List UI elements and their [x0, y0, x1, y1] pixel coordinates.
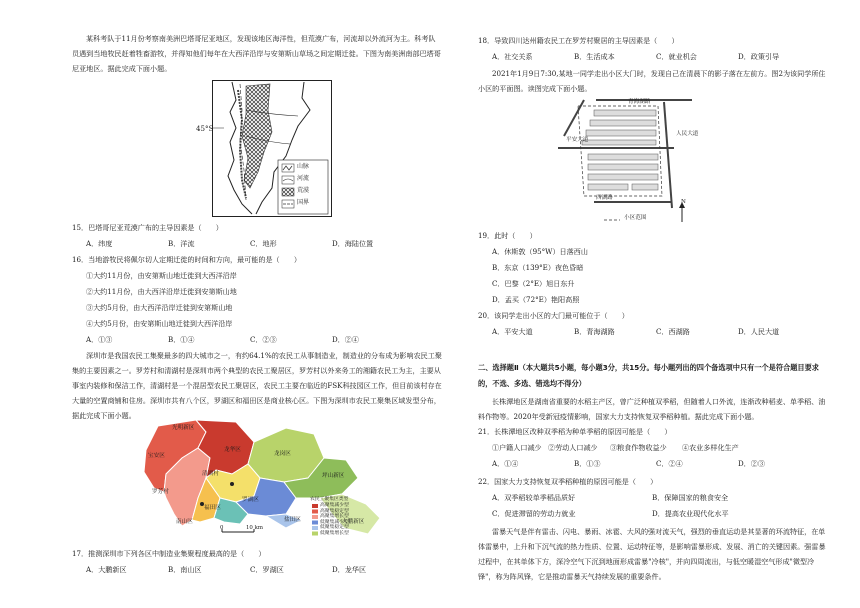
legend-item-3: 高聚集增长型 [320, 514, 349, 519]
question-20 [478, 308, 830, 340]
q21-item-3: ③粮食作物收益少 [610, 443, 667, 452]
q17-stem: 17．推测深圳市下列各区中制造业集聚程度最高的是（ ） [72, 549, 266, 558]
question-19 [478, 228, 830, 308]
q22-option-b[interactable]: B．保障国家的粮食安全 [652, 493, 729, 502]
q17-option-b[interactable]: B．南山区 [168, 565, 202, 574]
legend-border: 国界 [297, 199, 310, 206]
q15-option-d[interactable]: D．海陆位置 [332, 239, 374, 248]
q22-stem: 22．国家大力支持恢复双季稻种植的原因可能是（ ） [478, 477, 658, 486]
district-nanshan: 南山区 [176, 519, 193, 525]
q22-option-a[interactable]: A．双季稻较单季稻品质好 [492, 493, 576, 502]
q22-option-d[interactable]: D．提高农业现代化水平 [652, 509, 729, 518]
q16-option-a[interactable]: A．①③ [86, 335, 113, 344]
legend-desert: 荒漠 [297, 187, 310, 194]
question-22 [478, 474, 830, 522]
q17-option-a[interactable]: A．大鹏新区 [86, 565, 127, 574]
community-map [554, 96, 704, 228]
shenzhen-intro: 深圳市是我国农民工集聚最多的四大城市之一，有约64.1%的农民工从事制造业，制造业的分布成为影响农民工聚集的主要因素之一。罗芳村和清湖村是深圳市两个典型的农民工聚居区，罗芳村以外来务工的湘籍农民工为主，主要从事室内装修和保洁工作，清湖村是一个混居型农民工聚居区，农民工主要在临近的FSK科技园区工作，但目前该村存在大量的空置商铺和住房。深圳市共有八个区，罗湖区和福田区是商业核心区。下图为深圳市农民工聚集区域发型分布，据此完成下面小题。 [72, 351, 442, 420]
legend-mountain: 山脉 [297, 163, 310, 170]
district-pingshan: 坪山新区 [322, 473, 345, 479]
scale-ten-km: 10 km [246, 525, 263, 531]
district-longgang: 龙岗区 [274, 451, 291, 457]
road-pingan: 平安大道 [566, 137, 589, 143]
q19-stem: 19．此时（ ） [478, 231, 537, 240]
scale-zero: 0 [220, 525, 224, 531]
latitude-label: 45°S [196, 124, 214, 133]
community-intro: 2021年1月9日7:30,某地一同学走出小区大门时，发现自己在清晨下的影子落在左前方。图2为该同学所住小区的平面图。读图完成下面小题。 [478, 69, 826, 93]
village-luofang: 罗芳村 [152, 489, 169, 495]
village-qinghu: 清湖村 [202, 471, 219, 477]
q19-option-b[interactable]: B．东京（139°E）夜色昏暗 [492, 263, 584, 272]
district-guangming: 光明新区 [172, 425, 195, 431]
legend-title: 农民工聚集区类型 [310, 497, 349, 502]
q20-option-a[interactable]: A．平安大道 [492, 327, 533, 336]
legend-item-1: 高聚集减少型 [320, 503, 349, 508]
q15-stem: 15．巴塔哥尼亚荒漠广布的主导因素是（ ） [72, 223, 223, 232]
q15-option-c[interactable]: C．地形 [250, 239, 277, 248]
district-longhua: 龙华区 [224, 447, 241, 453]
question-15 [72, 220, 442, 252]
q21-option-b[interactable]: B．①③ [574, 459, 601, 468]
road-xihu: 西湖路 [596, 195, 613, 201]
thunderstorm-intro: 雷暴天气是伴有雷击、闪电、暴雨、冰雹、大风的强对流天气，强烈的垂直运动是其显著的环流特征，在单体雷暴中，上升和下沉气流的热力性质、位置、运动特征等，是影响雷暴形成、发展、消亡的关键因素。强雷暴过程中，在其单体下方，深冷空气下沉到地面形成雷暴"冷核"，并向四周流出，与低空暖湿空气形成"微型冷锋"，称为阵风锋，它是推动雷暴天气持续发展的重要条件。 [478, 527, 826, 581]
district-yantian: 盐田区 [284, 517, 301, 523]
question-16 [72, 252, 442, 348]
legend-community: 小区范围 [624, 215, 647, 221]
q16-option-d[interactable]: D．②④ [332, 335, 359, 344]
legend-river: 河流 [297, 175, 310, 182]
q18-option-a[interactable]: A．社交关系 [492, 52, 533, 61]
q15-option-a[interactable]: A．纬度 [86, 239, 113, 248]
q19-option-a[interactable]: A．休斯敦（95°W）日落西山 [492, 247, 588, 256]
north-arrow-icon: N [681, 199, 686, 205]
district-baoan: 宝安区 [148, 453, 165, 459]
legend-item-4: 低聚集减少型 [320, 519, 349, 525]
road-renmin: 人民大道 [676, 131, 699, 137]
q18-option-d[interactable]: D．政策引导 [738, 52, 780, 61]
q16-option-c[interactable]: C．②③ [250, 335, 277, 344]
q19-option-c[interactable]: C．巴黎（2°E）旭日东升 [492, 279, 575, 288]
question-21 [478, 424, 830, 472]
q20-option-b[interactable]: B．青海湖路 [574, 327, 615, 336]
q21-item-2: ②劳动人口减少 [548, 443, 598, 452]
q19-option-d[interactable]: D．孟买（72°E）艳阳高照 [492, 295, 580, 304]
q21-option-a[interactable]: A．①④ [492, 459, 519, 468]
question-18 [478, 33, 830, 65]
section-heading: 二、选择题Ⅱ（本大题共5小题，每小题3分，共15分。每小题列出的四个备选项中只有一个是符合题目要求的，不选、多选、错选均不得分） [478, 363, 819, 388]
q18-option-b[interactable]: B．生活成本 [574, 52, 615, 61]
q21-item-1: ①户籍人口减少 [492, 443, 542, 452]
q18-stem: 18．导致四川达州籍农民工在罗芳村聚居的主导因素是（ ） [478, 36, 679, 45]
q15-option-b[interactable]: B．洋流 [168, 239, 195, 248]
q17-option-c[interactable]: C．罗湖区 [250, 565, 284, 574]
q20-option-d[interactable]: D．人民大道 [738, 327, 780, 336]
q16-item-2: ②大约11月份，由大西洋沿岸迁徙到安第斯山地 [86, 287, 237, 296]
q16-stem: 16．当地游牧民将佩尔切人定期迁徙的时间和方向，最可能的是（ ） [72, 255, 301, 264]
q17-option-d[interactable]: D．龙华区 [332, 565, 367, 574]
patagonia-map [212, 80, 332, 217]
q16-item-3: ③大约5月份，由大西洋沿岸迁徙到安第斯山地 [86, 303, 233, 312]
q21-option-d[interactable]: D．②③ [738, 459, 765, 468]
q16-option-b[interactable]: B．①④ [168, 335, 195, 344]
road-qinghaihu: 青海湖路 [628, 99, 651, 105]
district-dapeng: 大鹏新区 [342, 519, 365, 525]
district-luohu: 罗湖区 [242, 497, 259, 503]
q16-item-4: ④大约5月份，由安第斯山地迁徙到大西洋沿岸 [86, 319, 233, 328]
q22-option-c[interactable]: C．促进滞留的劳动力就业 [492, 509, 576, 518]
district-futian: 福田区 [204, 505, 221, 511]
question-17 [72, 546, 442, 578]
legend-item-6: 低聚集增长型 [320, 530, 349, 536]
q20-option-c[interactable]: C．西湖路 [656, 327, 690, 336]
q21-option-c[interactable]: C．②④ [656, 459, 683, 468]
q16-item-1: ①大约11月份，由安第斯山地迁徙到大西洋沿岸 [86, 271, 237, 280]
q21-stem: 21．长株潭地区改种双季稻为种单季稻的原因可能是（ ） [478, 427, 672, 436]
q21-item-4: ④农业多样化生产 [682, 443, 739, 452]
rice-intro: 长株潭地区是湖南省重要的水稻主产区，曾广泛种植双季稻，但随着人口外流，连渐改种稻麦、单季稻、油料作物等。2020年受新冠疫情影响，国家大力支持恢复双季稻种植。据此完成下面小题。 [478, 397, 826, 421]
legend-item-5: 低聚集稳定型 [320, 525, 349, 530]
legend-item-2: 高聚集稳定型 [320, 508, 349, 514]
q20-stem: 20．该同学走出小区的大门最可能位于（ ） [478, 311, 629, 320]
q18-option-c[interactable]: C．就业机会 [656, 52, 697, 61]
patagonia-intro: 某科考队于11月份考察南美洲巴塔哥尼亚地区，发现该地区海洋性，但荒漠广布，河流却以外流河为主。科考队员遇到当地牧民赶着牲畜游牧，并得知他们每年在大西洋沿岸与安第斯山草场之间定期迁徙。下图为南美洲南部巴塔哥尼亚地区。据此完成下面小题。 [72, 34, 441, 73]
